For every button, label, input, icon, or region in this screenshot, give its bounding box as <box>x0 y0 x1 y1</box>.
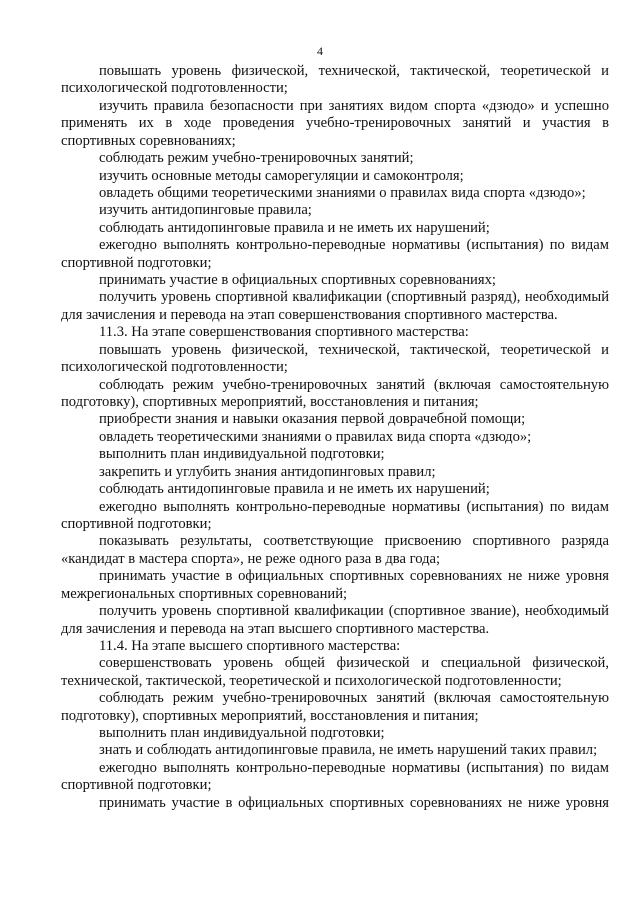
paragraph: соблюдать режим учебно-тренировочных занятий (включая самостоятельную подготовку), спортивных мероприятий, восстановления и питания; <box>61 690 609 724</box>
paragraph: соблюдать антидопинговые правила и не иметь их нарушений; <box>99 481 490 498</box>
paragraph: соблюдать режим учебно-тренировочных занятий; <box>99 150 414 167</box>
paragraph: приобрести знания и навыки оказания первой доврачебной помощи; <box>99 411 526 428</box>
paragraph: выполнить план индивидуальной подготовки; <box>99 446 385 463</box>
paragraph: принимать участие в официальных спортивных соревнованиях не ниже уровня межрегиональных спортивных соревнований; <box>61 568 609 602</box>
paragraph: получить уровень спортивной квалификации (спортивный разряд), необходимый для зачисления и перевода на этап совершенствования спортивного мастерства. <box>61 289 609 323</box>
paragraph: выполнить план индивидуальной подготовки; <box>99 725 385 742</box>
paragraph: повышать уровень физической, технической, тактической, теоретической и психологической подготовленности; <box>61 63 609 97</box>
paragraph: ежегодно выполнять контрольно-переводные нормативы (испытания) по видам спортивной подготовки; <box>61 759 609 794</box>
paragraph: соблюдать антидопинговые правила и не иметь их нарушений; <box>99 219 490 236</box>
paragraph: изучить антидопинговые правила; <box>99 202 312 219</box>
section-heading: 11.3. На этапе совершенствования спортивного мастерства: <box>99 324 469 341</box>
paragraph: овладеть теоретическими знаниями о правилах вида спорта «дзюдо»; <box>99 428 532 445</box>
section-heading: 11.4. На этапе высшего спортивного мастерства: <box>99 637 401 654</box>
paragraph: показывать результаты, соответствующие присвоению спортивного разряда «кандидат в мастера спорта», не реже одного раза в два года; <box>61 533 609 567</box>
paragraph: изучить основные методы саморегуляции и самоконтроля; <box>99 167 464 184</box>
paragraph: ежегодно выполнять контрольно-переводные нормативы (испытания) по видам спортивной подготовки; <box>61 498 609 532</box>
paragraph: ежегодно выполнять контрольно-переводные нормативы (испытания) по видам спортивной подготовки; <box>61 237 609 271</box>
paragraph: принимать участие в официальных спортивных соревнованиях не ниже уровня <box>99 794 609 811</box>
paragraph: изучить правила безопасности при занятиях видом спорта «дзюдо» и успешно применять их в ходе проведения учебно-тренировочных занятий и участия в спортивных соревнованиях; <box>61 97 609 149</box>
paragraph: совершенствовать уровень общей физической и специальной физической, технической, тактической, теоретической и психологической подготовленности; <box>61 655 609 689</box>
paragraph: закрепить и углубить знания антидопинговых правил; <box>99 463 436 480</box>
paragraph: овладеть общими теоретическими знаниями о правилах вида спорта «дзюдо»; <box>99 184 586 201</box>
paragraph: знать и соблюдать антидопинговые правила, не иметь нарушений таких правил; <box>99 742 598 759</box>
paragraph: получить уровень спортивной квалификации (спортивное звание), необходимый для зачисления и перевода на этап высшего спортивного мастерства. <box>61 603 609 637</box>
paragraph: соблюдать режим учебно-тренировочных занятий (включая самостоятельную подготовку), спортивных мероприятий, восстановления и питания; <box>61 376 609 411</box>
page-number: 4 <box>317 44 323 58</box>
paragraph: повышать уровень физической, технической, тактической, теоретической и психологической подготовленности; <box>61 341 609 376</box>
paragraph: принимать участие в официальных спортивных соревнованиях; <box>99 272 496 289</box>
document-body <box>61 63 609 812</box>
